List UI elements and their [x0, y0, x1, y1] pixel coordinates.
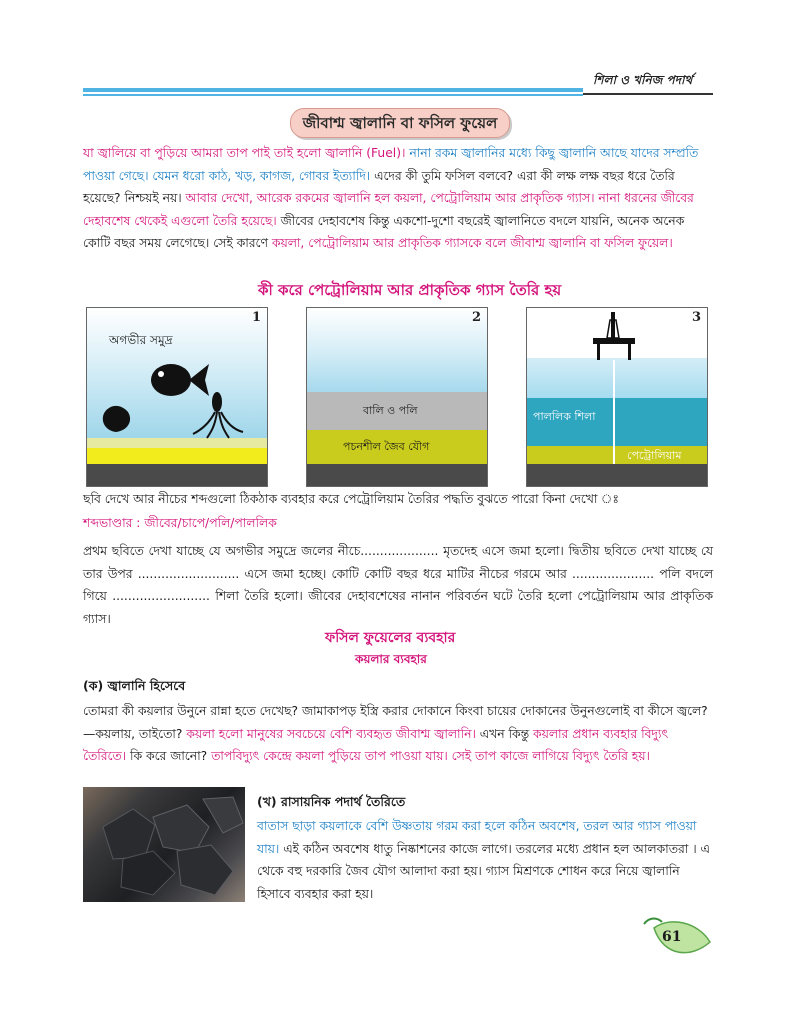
exercise-paragraph: প্রথম ছবিতে দেখা যাচ্ছে যে অগভীর সমুদ্রে জলের নীচে.................... মৃতদেহ এসে জমা হলো। দ্বিতীয় ছবিতে দেখা যাচ্ছে যে তার উপর .......................... এসে জমা হচ্ছে। কোটি কোটি বছর ধরে মাটির নীচের গরমে আর ..................... পলি বদলে গিয়ে ......................... শিলা তৈরি হলো। জীবের দেহাবশেষের নানান পরিবর্তন ঘটে তৈরি হলো পেট্রোলিয়াম আর প্রাকৃতিক গ্যাস। [83, 544, 713, 626]
drill-pipe [613, 360, 615, 464]
figure-label: অগভীর সমুদ্র [109, 333, 173, 347]
organic-compound-label: পচনশীল জৈব যৌগ [343, 440, 430, 453]
header-rule [83, 88, 583, 92]
intro-fossil-types: আবার দেখো, আরেক রকমের জ্বালানি হল কয়লা, পেট্রোলিয়াম আর প্রাকৃতিক গ্যাস। নানা ধরনের জীবের দেহাবশেষ থেকেই এগুলো তৈরি হয়েছে। [83, 191, 694, 228]
figure-number: 1 [251, 310, 261, 325]
intro-fuel-definition: যা জ্বালিয়ে বা পুড়িয়ে আমরা তাপ পাই তাই হলো জ্বালানি (Fuel)। [83, 146, 406, 160]
fuel-use-text-3: কি করে জানো? [126, 749, 208, 763]
figure-number: 2 [471, 310, 481, 325]
usage-section-title: ফসিল ফুয়েলের ব্যবহার [325, 630, 456, 646]
intro-fossil-definition: কয়লা, পেট্রোলিয়াম আর প্রাকৃতিক গ্যাসকে বলে জীবাশ্ম জ্বালানি বা ফসিল ফুয়েল। [267, 236, 673, 250]
chemical-use-heading: (খ) রাসায়নিক পদার্থ তৈরিতে [257, 794, 406, 809]
chemical-use-highlight: বাতাস ছাড়া কয়লাকে বেশি উষ্ণতায় গরম করা হলে কঠিন অবশেষ, তরল আর গ্যাস পাওয়া যায়। [257, 819, 697, 856]
oil-rig-icon [589, 312, 639, 360]
intro-paragraph [83, 142, 713, 255]
page-number: 61 [662, 929, 682, 945]
coal-photo [83, 787, 245, 902]
petroleum-label: পেট্রোলিয়াম [627, 449, 682, 462]
coal-lumps-image [83, 787, 245, 902]
fuel-use-paragraph [83, 700, 713, 768]
sand-silt-label: বালি ও পলি [363, 404, 418, 417]
intro-time-text: জীবের দেহাবশেষ কিন্তু একশো-দুশো বছরেই জ্বালানিতে বদলে যায়নি, অনেক অনেক কোটি বছর সময় লেগেছে। সেই কারণে [83, 213, 685, 250]
figure-1-shallow-sea [86, 307, 268, 487]
fuel-use-highlight-2: কয়লার প্রধান ব্যবহার বিদ্যুৎ তৈরিতে। [83, 726, 669, 763]
bedrock-layer [87, 464, 267, 486]
figure-number: 3 [691, 310, 701, 325]
squid-icon [187, 390, 245, 440]
fuel-use-highlight: কয়লা হলো মানুষের সবচেয়ে বেশি ব্যবহৃত জীবাশ্ম জ্বালানি। [182, 726, 476, 741]
header-rule-thin [83, 94, 583, 96]
chemical-use-paragraph [257, 815, 713, 905]
coal-usage-subtitle: কয়লার ব্যবহার [355, 652, 427, 666]
intro-recent-fuels: নানা রকম জ্বালানির মধ্যে কিছু জ্বালানি আছে যাদের সম্প্রতি পাওয়া গেছে। যেমন ধরো কাঠ, খড়, কাগজ, গোবর ইত্যাদি। [83, 146, 699, 183]
section-banner: জীবাশ্ম জ্বালানি বা ফসিল ফুয়েল [290, 108, 510, 138]
fuel-use-highlight-3: তাপবিদ্যুৎ কেন্দ্রে কয়লা পুড়িয়ে তাপ পাওয়া যায়। সেই তাপ কাজে লাগিয়ে বিদ্যুৎ তৈরি হয়। [207, 749, 650, 763]
fuel-use-text: তোমরা কী কয়লার উনুনে রান্না হতে দেখেছ? জামাকাপড় ইস্ত্রি করার দোকানে কিংবা চায়ের দোকানের উনুনগুলোই বা কীসে জ্বলে? —কয়লায়, তাইতো? [83, 704, 708, 741]
sea-water [527, 358, 707, 398]
petroleum-section-title: কী করে পেট্রোলিয়াম আর প্রাকৃতিক গ্যাস তৈরি হয় [258, 281, 562, 299]
sediment-layer [87, 448, 267, 464]
chemical-use-text: এই কঠিন অবশেষ ধাতু নিষ্কাশনের কাজে লাগে। তরলের মধ্যে প্রধান হল আলকাতরা । এ থেকে বহু দরকারি জৈব যৌগ আলাদা করা হয়। গ্যাস মিশ্রণকে শোধন করে নিয়ে জ্বালানি হিসাবে ব্যবহার করা হয়। [257, 841, 710, 901]
bedrock-layer [307, 464, 487, 486]
sedimentary-rock-label: পাললিক শিলা [533, 410, 596, 423]
exercise-instruction: ছবি দেখে আর নীচের শব্দগুলো ঠিকঠাক ব্যবহার করে পেট্রোলিয়াম তৈরির পদ্ধতি বুঝতে পারো কিনা দেখো ঃ [83, 492, 619, 506]
bedrock-layer [527, 464, 707, 486]
sea-water [307, 308, 487, 392]
figure-2-sediment [306, 307, 488, 487]
fuel-use-heading: (ক) জ্বালানি হিসেবে [83, 678, 186, 693]
figure-3-petroleum [526, 307, 708, 487]
intro-question: এদের কী তুমি ফসিল বলবে? এরা কী লক্ষ লক্ষ বছর ধরে তৈরি হয়েছে? নিশ্চয়ই নয়। [83, 168, 675, 205]
fuel-use-text-2: এখন কিন্তু [475, 726, 530, 741]
running-title: শিলা ও খনিজ পদার্থ [593, 73, 693, 87]
shell-icon [99, 404, 133, 434]
header-rule-right [583, 93, 713, 95]
word-bank: শব্দভাণ্ডার : জীবের/চাপে/পলি/পাললিক [83, 516, 277, 530]
